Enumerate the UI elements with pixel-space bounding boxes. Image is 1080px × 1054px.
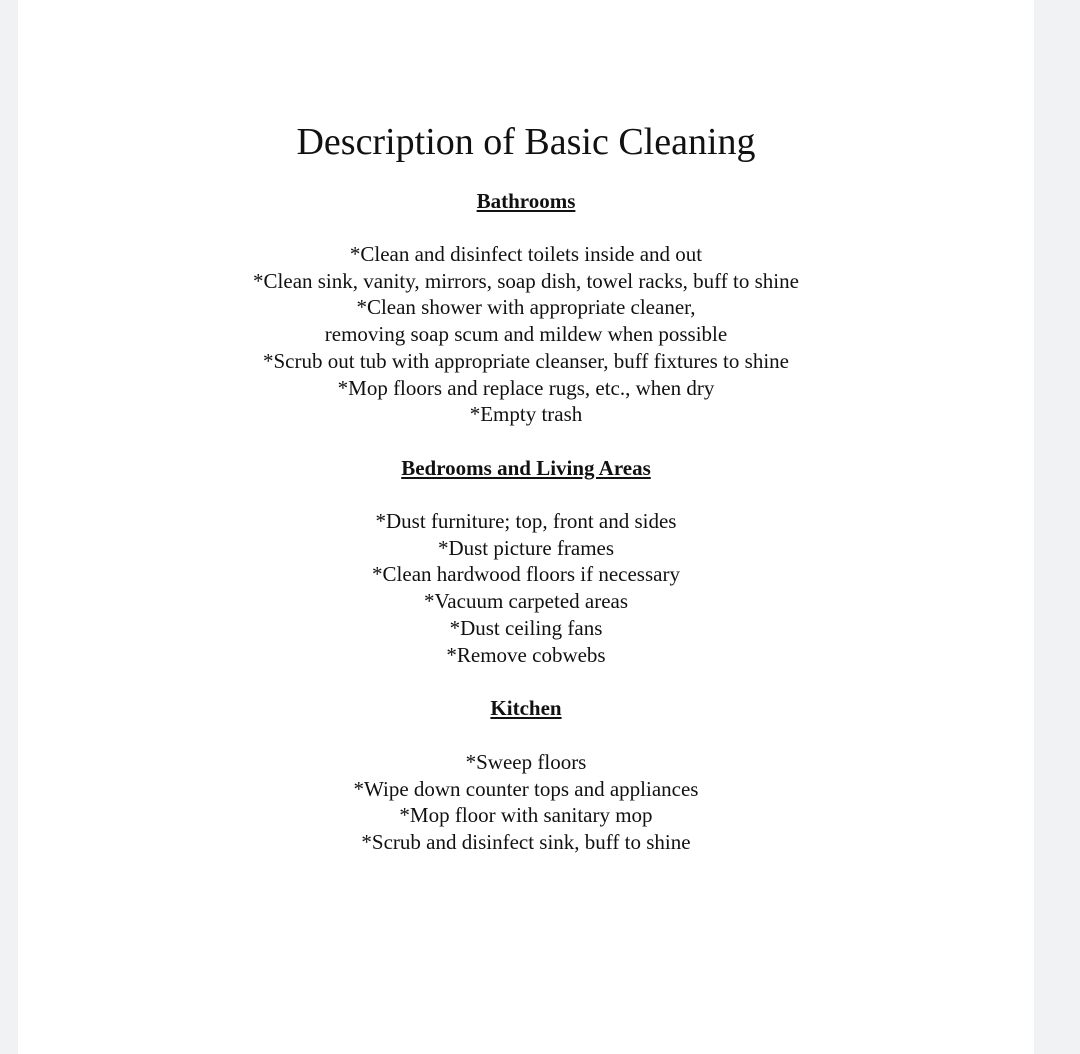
list-item: *Sweep floors [465,750,587,774]
list-item: *Remove cobwebs [446,642,606,667]
list-item: *Mop floors and replace rugs, etc., when dry [337,375,715,400]
document-title: Description of Basic Cleaning [296,121,756,163]
list-item: *Clean shower with appropriate cleaner, [356,295,696,320]
list-item: *Clean and disinfect toilets inside and out [349,242,703,266]
list-item: *Clean sink, vanity, mirrors, soap dish, towel racks, buff to shine [253,268,799,293]
section-list-bathrooms [18,241,1034,428]
list-item: removing soap scum and mildew when possible [324,322,728,347]
list-item: *Dust picture frames [437,535,615,560]
section-heading-bathrooms: Bathrooms [476,189,576,213]
list-item: *Scrub out tub with appropriate cleanser, buff fixtures to shine [263,348,789,373]
section-heading-bedrooms: Bedrooms and Living Areas [401,456,651,480]
section-heading-kitchen: Kitchen [490,696,562,720]
list-item: *Mop floor with sanitary mop [399,803,653,828]
document-page [18,0,1034,1054]
list-item: *Clean hardwood floors if necessary [372,562,680,587]
list-item: *Vacuum carpeted areas [423,589,629,614]
section-list-bedrooms [18,508,1034,668]
list-item: *Empty trash [469,402,583,427]
list-item: *Dust furniture; top, front and sides [375,509,677,533]
section-list-kitchen [18,749,1034,856]
list-item: *Wipe down counter tops and appliances [353,776,699,801]
list-item: *Dust ceiling fans [449,615,603,640]
list-item: *Scrub and disinfect sink, buff to shine [361,830,691,855]
